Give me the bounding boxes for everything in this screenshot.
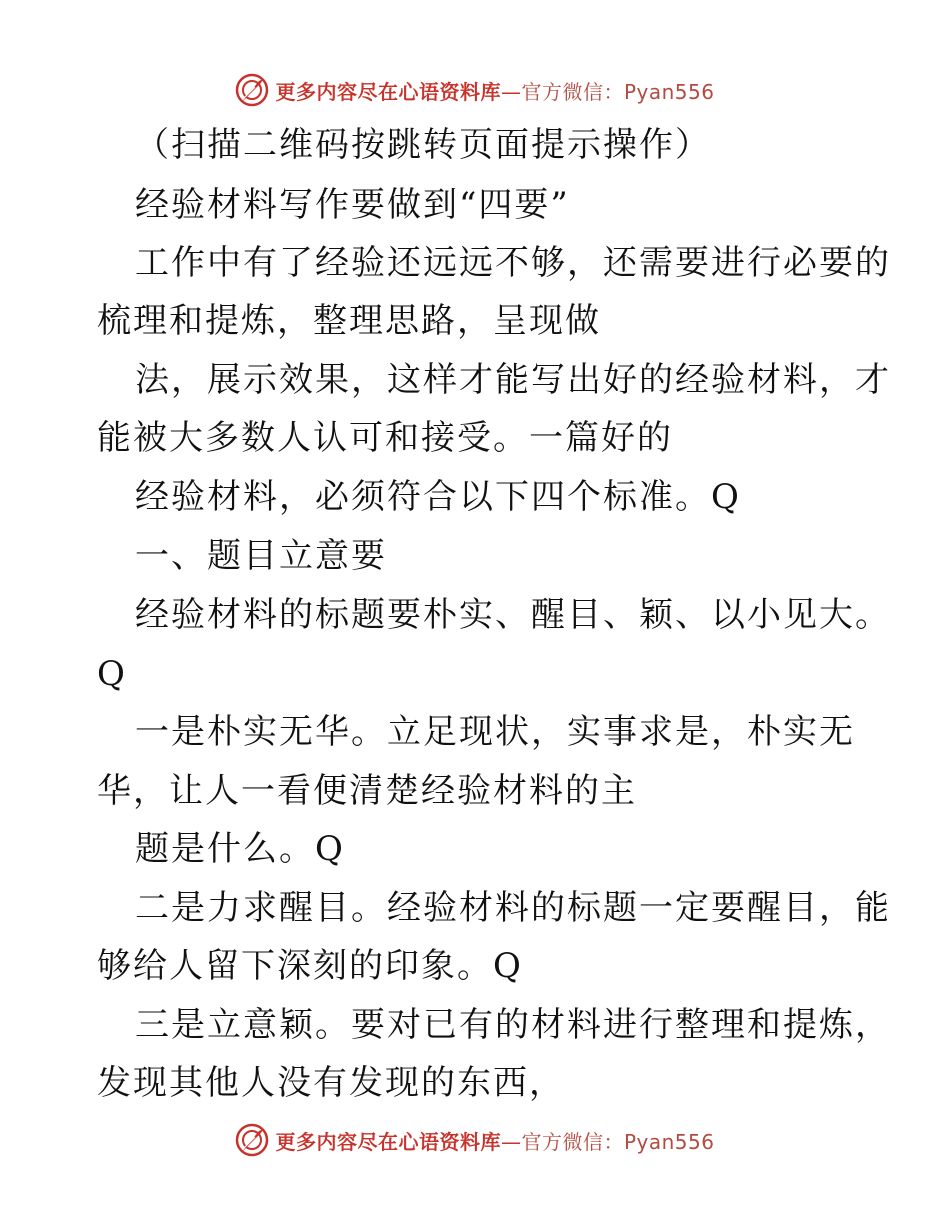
watermark-wechat: 官方微信：Pyan556 (521, 1129, 715, 1154)
watermark-source: 更多内容尽在心语资料库 (275, 1129, 501, 1154)
body-line-12: 华，让人一看便清楚经验材料的主 (97, 771, 637, 811)
body-line-14: 二是力求醒目。经验材料的标题一定要醒目，能 (135, 888, 891, 928)
watermark-wechat: 官方微信：Pyan556 (521, 79, 715, 104)
body-line-5: 法，展示效果，这样才能写出好的经验材料，才 (135, 360, 891, 400)
body-line-1: （扫描二维码按跳转页面提示操作） (135, 125, 711, 165)
body-line-4: 梳理和提炼，整理思路，呈现做 (97, 301, 601, 341)
body-line-13: 题是什么。Q (135, 829, 345, 869)
body-line-3: 工作中有了经验还远远不够，还需要进行必要的 (135, 243, 891, 283)
body-line-2: 经验材料写作要做到“四要” (135, 185, 570, 225)
body-line-6: 能被大多数人认可和接受。一篇好的 (97, 418, 673, 458)
body-line-15: 够给人留下深刻的印象。Q (97, 946, 523, 986)
watermark-text (275, 76, 714, 105)
body-line-16: 三是立意颖。要对已有的材料进行整理和提炼， (135, 1005, 891, 1045)
watermark-dash: — (500, 79, 522, 104)
body-line-9: 经验材料的标题要朴实、醒目、颖、以小见大。 (135, 595, 891, 635)
body-line-11: 一是朴实无华。立足现状，实事求是，朴实无 (135, 712, 855, 752)
body-line-17: 发现其他人没有发现的东西， (97, 1063, 565, 1103)
body-line-7: 经验材料，必须符合以下四个标准。Q (135, 477, 741, 517)
body-line-10: Q (97, 654, 127, 694)
watermark-text (275, 1126, 714, 1155)
watermark-dash: — (500, 1129, 522, 1154)
quill-logo-icon (235, 1123, 269, 1157)
footer-watermark (0, 1120, 950, 1160)
section-heading-1: 一、题目立意要 (135, 536, 387, 576)
watermark-source: 更多内容尽在心语资料库 (275, 79, 501, 104)
header-watermark (0, 70, 950, 110)
quill-logo-icon (235, 73, 269, 107)
